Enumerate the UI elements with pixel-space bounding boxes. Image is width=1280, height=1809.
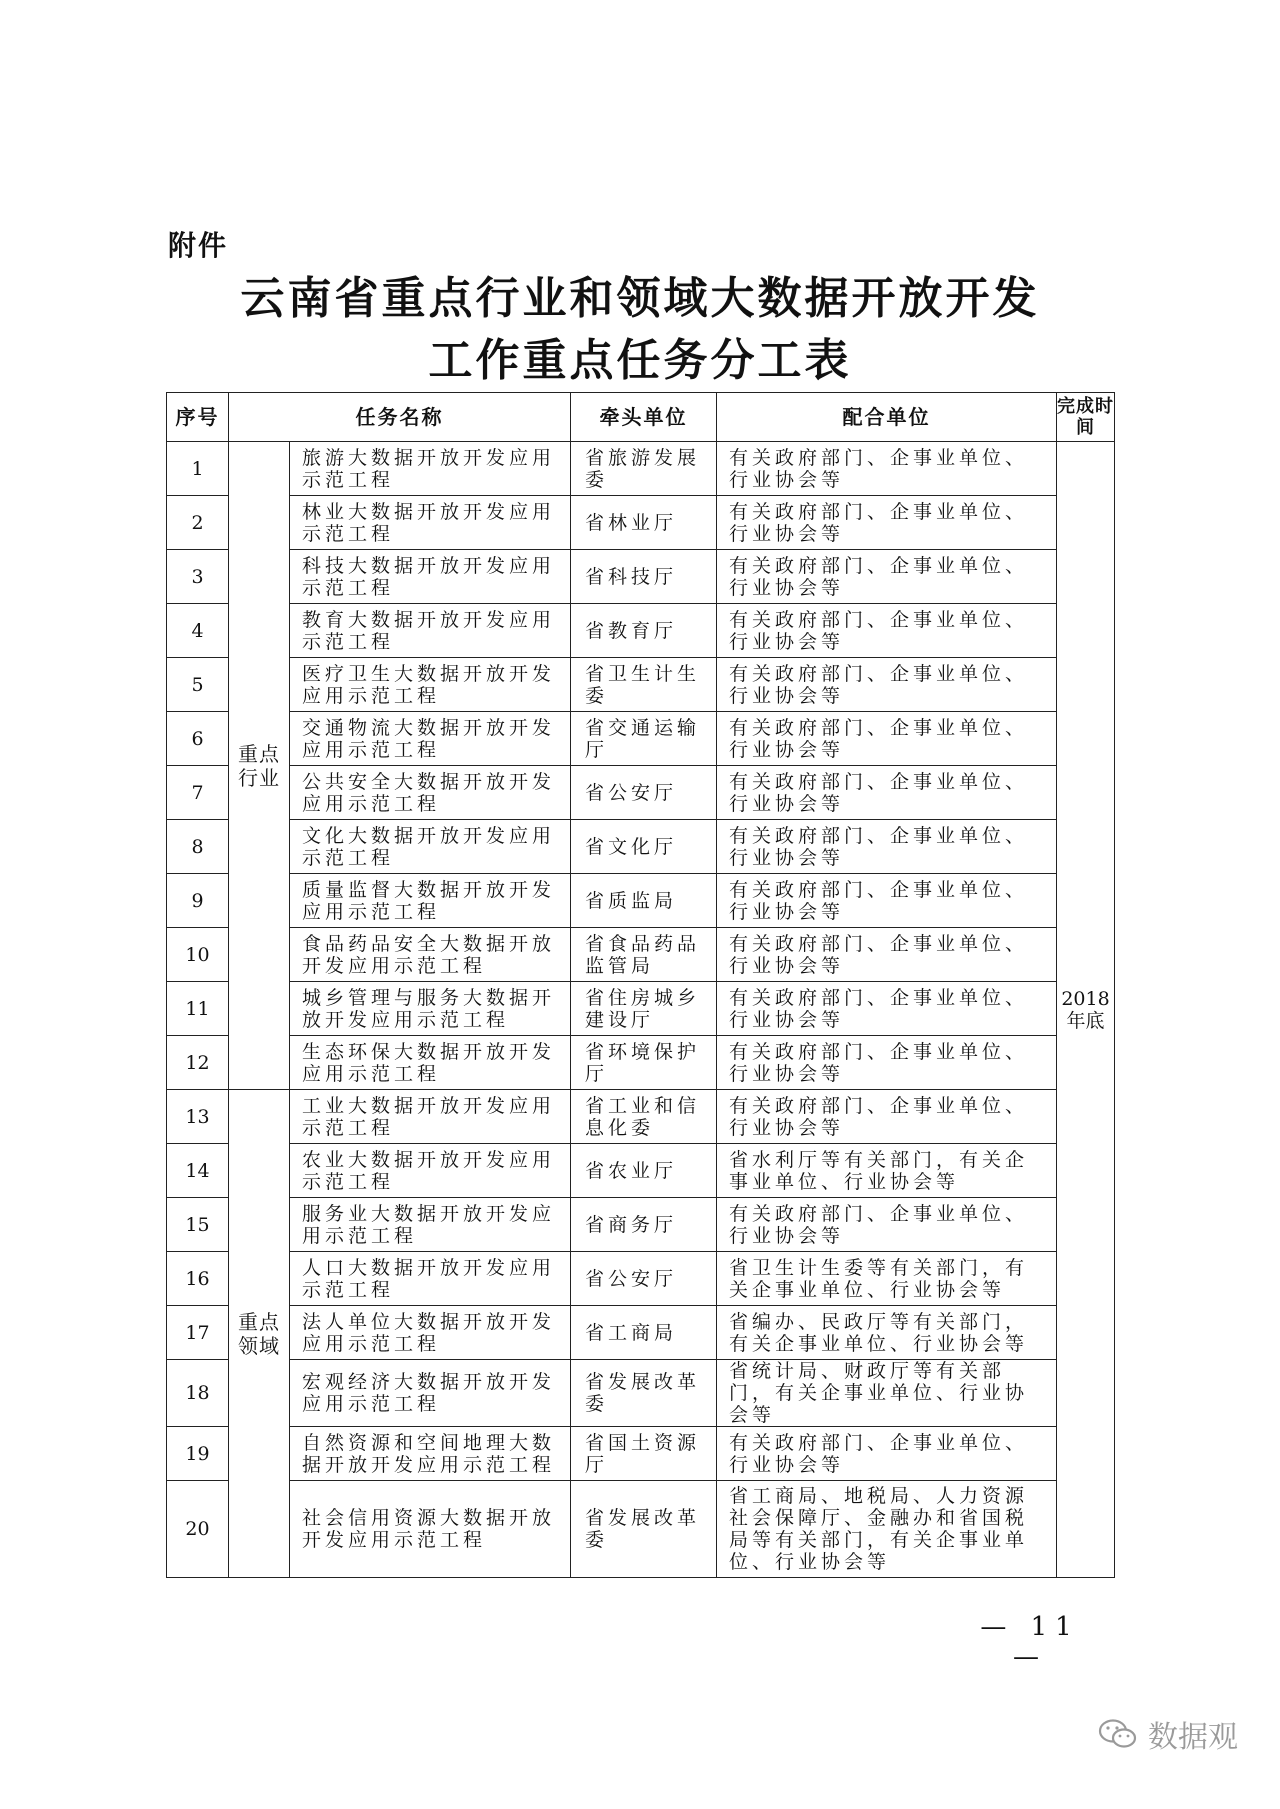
group-label-domain: 重点领域 bbox=[229, 1090, 290, 1578]
task-name: 交通物流大数据开放开发应用示范工程 bbox=[290, 712, 571, 766]
watermark bbox=[1098, 1712, 1238, 1756]
coop-units: 有关政府部门、企事业单位、行业协会等 bbox=[717, 1090, 1057, 1144]
lead-unit: 省发展改革委 bbox=[571, 1481, 717, 1578]
table-row bbox=[167, 1090, 1115, 1144]
row-number: 12 bbox=[167, 1036, 229, 1090]
lead-unit: 省发展改革委 bbox=[571, 1360, 717, 1427]
table-row bbox=[167, 1252, 1115, 1306]
table-row bbox=[167, 1306, 1115, 1360]
task-name: 教育大数据开放开发应用示范工程 bbox=[290, 604, 571, 658]
row-number: 7 bbox=[167, 766, 229, 820]
lead-unit: 省农业厅 bbox=[571, 1144, 717, 1198]
coop-units: 有关政府部门、企事业单位、行业协会等 bbox=[717, 604, 1057, 658]
lead-unit: 省科技厅 bbox=[571, 550, 717, 604]
row-number: 6 bbox=[167, 712, 229, 766]
task-name: 公共安全大数据开放开发应用示范工程 bbox=[290, 766, 571, 820]
coop-units: 省水利厅等有关部门，有关企事业单位、行业协会等 bbox=[717, 1144, 1057, 1198]
coop-units: 省工商局、地税局、人力资源社会保障厅、金融办和省国税局等有关部门，有关企事业单位、行业协会等 bbox=[717, 1481, 1057, 1578]
table-row bbox=[167, 928, 1115, 982]
lead-unit: 省国土资源厅 bbox=[571, 1427, 717, 1481]
lead-unit: 省林业厅 bbox=[571, 496, 717, 550]
task-table bbox=[166, 392, 1115, 1578]
coop-units: 有关政府部门、企事业单位、行业协会等 bbox=[717, 874, 1057, 928]
lead-unit: 省教育厅 bbox=[571, 604, 717, 658]
task-name: 服务业大数据开放开发应用示范工程 bbox=[290, 1198, 571, 1252]
completion-time: 2018年底 bbox=[1057, 442, 1115, 1578]
header-coop: 配合单位 bbox=[717, 393, 1057, 442]
coop-units: 有关政府部门、企事业单位、行业协会等 bbox=[717, 442, 1057, 496]
table-header-row bbox=[167, 393, 1115, 442]
coop-units: 有关政府部门、企事业单位、行业协会等 bbox=[717, 658, 1057, 712]
row-number: 3 bbox=[167, 550, 229, 604]
coop-units: 有关政府部门、企事业单位、行业协会等 bbox=[717, 928, 1057, 982]
task-name: 人口大数据开放开发应用示范工程 bbox=[290, 1252, 571, 1306]
row-number: 2 bbox=[167, 496, 229, 550]
lead-unit: 省公安厅 bbox=[571, 1252, 717, 1306]
coop-units: 有关政府部门、企事业单位、行业协会等 bbox=[717, 766, 1057, 820]
coop-units: 省统计局、财政厅等有关部门，有关企事业单位、行业协会等 bbox=[717, 1360, 1057, 1427]
table-row bbox=[167, 766, 1115, 820]
row-number: 4 bbox=[167, 604, 229, 658]
lead-unit: 省住房城乡建设厅 bbox=[571, 982, 717, 1036]
attachment-label: 附件 bbox=[168, 229, 229, 262]
table-row bbox=[167, 712, 1115, 766]
row-number: 5 bbox=[167, 658, 229, 712]
task-name: 自然资源和空间地理大数据开放开发应用示范工程 bbox=[290, 1427, 571, 1481]
lead-unit: 省公安厅 bbox=[571, 766, 717, 820]
table-row bbox=[167, 874, 1115, 928]
task-name: 林业大数据开放开发应用示范工程 bbox=[290, 496, 571, 550]
header-seq: 序号 bbox=[167, 393, 229, 442]
lead-unit: 省质监局 bbox=[571, 874, 717, 928]
coop-units: 省编办、民政厅等有关部门，有关企事业单位、行业协会等 bbox=[717, 1306, 1057, 1360]
header-lead: 牵头单位 bbox=[571, 393, 717, 442]
wechat-icon bbox=[1098, 1718, 1138, 1750]
header-task: 任务名称 bbox=[229, 393, 571, 442]
table-row bbox=[167, 496, 1115, 550]
row-number: 19 bbox=[167, 1427, 229, 1481]
row-number: 17 bbox=[167, 1306, 229, 1360]
task-name: 质量监督大数据开放开发应用示范工程 bbox=[290, 874, 571, 928]
lead-unit: 省文化厅 bbox=[571, 820, 717, 874]
page-title-line2: 工作重点任务分工表 bbox=[428, 335, 852, 386]
row-number: 16 bbox=[167, 1252, 229, 1306]
lead-unit: 省工商局 bbox=[571, 1306, 717, 1360]
group-label-industry: 重点行业 bbox=[229, 442, 290, 1090]
table-row bbox=[167, 1198, 1115, 1252]
page-number: — 11 — bbox=[980, 1612, 1080, 1672]
task-name: 医疗卫生大数据开放开发应用示范工程 bbox=[290, 658, 571, 712]
lead-unit: 省环境保护厅 bbox=[571, 1036, 717, 1090]
table-row bbox=[167, 442, 1115, 496]
task-name: 旅游大数据开放开发应用示范工程 bbox=[290, 442, 571, 496]
row-number: 15 bbox=[167, 1198, 229, 1252]
coop-units: 有关政府部门、企事业单位、行业协会等 bbox=[717, 1198, 1057, 1252]
coop-units: 有关政府部门、企事业单位、行业协会等 bbox=[717, 496, 1057, 550]
row-number: 13 bbox=[167, 1090, 229, 1144]
table-row bbox=[167, 1360, 1115, 1427]
row-number: 20 bbox=[167, 1481, 229, 1578]
coop-units: 有关政府部门、企事业单位、行业协会等 bbox=[717, 982, 1057, 1036]
lead-unit: 省工业和信息化委 bbox=[571, 1090, 717, 1144]
lead-unit: 省旅游发展委 bbox=[571, 442, 717, 496]
table-row bbox=[167, 604, 1115, 658]
row-number: 18 bbox=[167, 1360, 229, 1427]
task-name: 法人单位大数据开放开发应用示范工程 bbox=[290, 1306, 571, 1360]
task-name: 宏观经济大数据开放开发应用示范工程 bbox=[290, 1360, 571, 1427]
task-name: 城乡管理与服务大数据开放开发应用示范工程 bbox=[290, 982, 571, 1036]
row-number: 10 bbox=[167, 928, 229, 982]
lead-unit: 省卫生计生委 bbox=[571, 658, 717, 712]
row-number: 9 bbox=[167, 874, 229, 928]
header-time: 完成时间 bbox=[1057, 393, 1115, 442]
table-row bbox=[167, 1427, 1115, 1481]
table-row bbox=[167, 1144, 1115, 1198]
coop-units: 有关政府部门、企事业单位、行业协会等 bbox=[717, 820, 1057, 874]
coop-units: 有关政府部门、企事业单位、行业协会等 bbox=[717, 712, 1057, 766]
task-name: 生态环保大数据开放开发应用示范工程 bbox=[290, 1036, 571, 1090]
page-title-line1: 云南省重点行业和领域大数据开放开发 bbox=[240, 273, 1040, 324]
task-name: 文化大数据开放开发应用示范工程 bbox=[290, 820, 571, 874]
table-row bbox=[167, 1036, 1115, 1090]
task-name: 科技大数据开放开发应用示范工程 bbox=[290, 550, 571, 604]
coop-units: 有关政府部门、企事业单位、行业协会等 bbox=[717, 1427, 1057, 1481]
row-number: 8 bbox=[167, 820, 229, 874]
table-row bbox=[167, 658, 1115, 712]
watermark-text: 数据观 bbox=[1148, 1720, 1238, 1755]
coop-units: 省卫生计生委等有关部门，有关企事业单位、行业协会等 bbox=[717, 1252, 1057, 1306]
lead-unit: 省食品药品监管局 bbox=[571, 928, 717, 982]
coop-units: 有关政府部门、企事业单位、行业协会等 bbox=[717, 1036, 1057, 1090]
lead-unit: 省商务厅 bbox=[571, 1198, 717, 1252]
coop-units: 有关政府部门、企事业单位、行业协会等 bbox=[717, 550, 1057, 604]
table-row bbox=[167, 1481, 1115, 1578]
task-name: 社会信用资源大数据开放开发应用示范工程 bbox=[290, 1481, 571, 1578]
row-number: 1 bbox=[167, 442, 229, 496]
table-row bbox=[167, 982, 1115, 1036]
task-name: 食品药品安全大数据开放开发应用示范工程 bbox=[290, 928, 571, 982]
task-name: 工业大数据开放开发应用示范工程 bbox=[290, 1090, 571, 1144]
row-number: 14 bbox=[167, 1144, 229, 1198]
task-name: 农业大数据开放开发应用示范工程 bbox=[290, 1144, 571, 1198]
row-number: 11 bbox=[167, 982, 229, 1036]
table-row bbox=[167, 550, 1115, 604]
lead-unit: 省交通运输厅 bbox=[571, 712, 717, 766]
table-row bbox=[167, 820, 1115, 874]
